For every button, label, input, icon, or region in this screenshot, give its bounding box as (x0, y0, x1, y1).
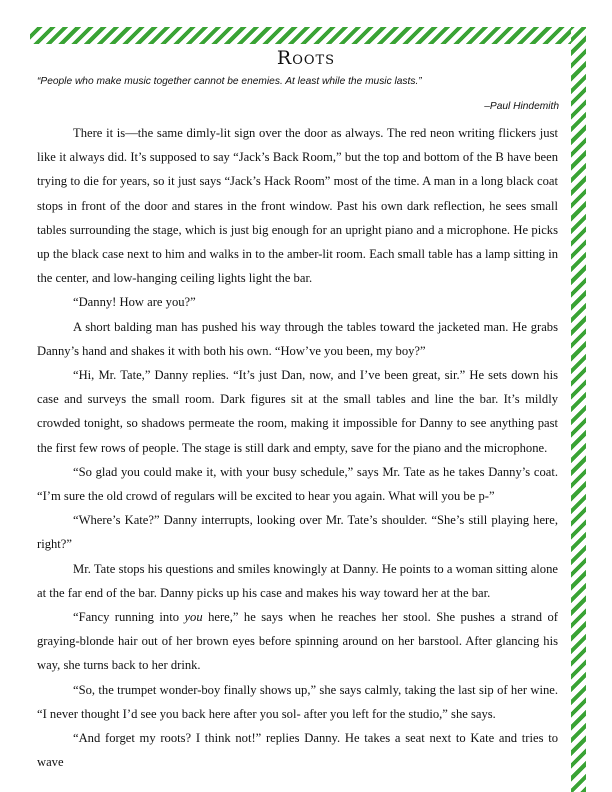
paragraph: “So, the trumpet wonder-boy finally shows up,” she says calmly, taking the last sip of her wine. “I never thought I’d see you back here after you sol- after you left for the studio,” she says. (37, 682, 558, 721)
paragraph: There it is—the same dimly-lit sign over the door as always. The red neon writing flickers just like it always did. It’s supposed to say “Jack’s Back Room,” but the top and bottom of the B have been trying to die for years, so it just says “Jack’s Hack Room” most of the time. A man in a long black coat stops in front of the door and stares in the front window. Past his own dark reflection, he sees small tables surrounding the stage, which is just big enough for an upright piano and a microphone. He picks up the black case next to him and walks in to the amber-lit room. Each small table has a lamp sitting in the center, and low-hanging ceiling lights light the bar. (37, 126, 558, 286)
story-body (37, 121, 558, 774)
paragraph-text: here,” he says when he reaches her stool. She pushes a strand of graying-blonde hair out of her brown eyes before spinning around on her barstool. After glancing his way, she turns back to her drink. (37, 610, 558, 673)
decorative-border-top (30, 27, 586, 44)
paragraph: “Where’s Kate?” Danny interrupts, looking over Mr. Tate’s shoulder. “She’s still playing here, right?” (37, 513, 558, 552)
paragraph-text: “Fancy running into (73, 610, 185, 625)
epigraph-attribution: –Paul Hindemith (484, 101, 559, 112)
paragraph: “So glad you could make it, with your busy schedule,” says Mr. Tate as he takes Danny’s coat. “I’m sure the old crowd of regulars will be excited to hear you again. What will you be p-” (37, 464, 558, 504)
decorative-border-right (571, 27, 586, 792)
paragraph: A short balding man has pushed his way through the tables toward the jacketed man. He grabs Danny’s hand and shakes it with both his own. “How’ve you been, my boy?” (37, 319, 558, 358)
emphasis-text: you (184, 610, 203, 625)
paragraph: “Danny! How are you?” (73, 295, 196, 310)
epigraph-quote: “People who make music together cannot be enemies. At least while the music lasts.” (37, 76, 422, 87)
paragraph: Mr. Tate stops his questions and smiles knowingly at Danny. He points to a woman sitting alone at the far end of the bar. Danny picks up his case and makes his way toward her at the bar. (37, 561, 558, 600)
paragraph: “And forget my roots? I think not!” replies Danny. He takes a seat next to Kate and tries to wave (37, 731, 558, 770)
paragraph: “Hi, Mr. Tate,” Danny replies. “It’s just Dan, now, and I’ve been great, sir.” He sets down his case and surveys the small room. Dark figures sit at the small tables and line the bar. It’s mildly crowded tonight, so shadows permeate the room, making it impossible for Danny to see anything past the first few rows of people. The stage is still dark and empty, save for the piano and the microphone. (37, 368, 558, 455)
page-title: Roots (276, 47, 336, 69)
paragraph (37, 605, 558, 678)
